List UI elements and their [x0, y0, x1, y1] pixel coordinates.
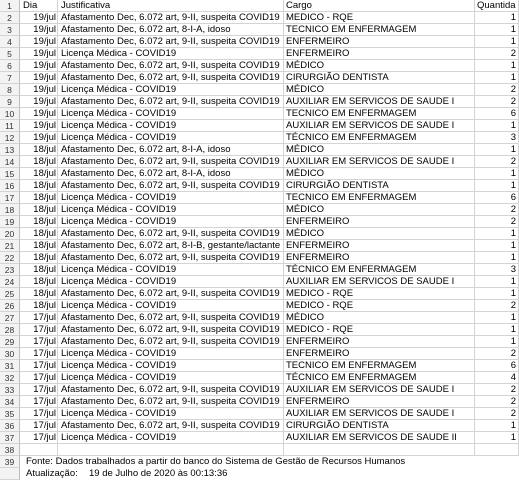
cell-cargo[interactable]: ENFERMEIRO: [284, 252, 475, 264]
empty-cell[interactable]: [20, 444, 58, 456]
cell-justificativa[interactable]: Licença Médica - COVID19: [58, 108, 284, 120]
row-number: 26: [0, 300, 20, 312]
cell-justificativa[interactable]: Afastamento Dec, 6.072 art, 9-II, suspeita COVID19: [58, 384, 284, 396]
row-number: 27: [0, 312, 20, 324]
cell-quantidade[interactable]: 1: [475, 288, 519, 300]
table-row: [0, 300, 519, 312]
row-number: 38: [0, 444, 20, 456]
cell-quantidade[interactable]: 1: [475, 144, 519, 156]
cell-justificativa[interactable]: Licença Médica - COVID19: [58, 372, 284, 384]
header-dia[interactable]: Dia: [20, 0, 58, 12]
cell-justificativa[interactable]: Licença Médica - COVID19: [58, 192, 284, 204]
row-number: 18: [0, 204, 20, 216]
cell-justificativa[interactable]: Licença Médica - COVID19: [58, 84, 284, 96]
cell-quantidade[interactable]: 6: [475, 360, 519, 372]
cell-justificativa[interactable]: Licença Médica - COVID19: [58, 276, 284, 288]
table-row: [0, 156, 519, 168]
cell-justificativa[interactable]: Licença Médica - COVID19: [58, 300, 284, 312]
table-row: [0, 408, 519, 420]
table-row: [0, 96, 519, 108]
cell-dia[interactable]: 17/jul: [20, 348, 58, 360]
row-number: 24: [0, 276, 20, 288]
table-row: [0, 312, 519, 324]
table-row: [0, 24, 519, 36]
cell-cargo[interactable]: MEDICO - RQE: [284, 12, 475, 24]
header-cargo[interactable]: Cargo: [284, 0, 475, 12]
cell-quantidade[interactable]: 2: [475, 204, 519, 216]
cell-quantidade[interactable]: 1: [475, 432, 519, 444]
cell-justificativa[interactable]: Afastamento Dec, 6.072 art, 9-II, suspeita COVID19: [58, 312, 284, 324]
row-number: 11: [0, 120, 20, 132]
row-number: 3: [0, 24, 20, 36]
table-row: [0, 360, 519, 372]
row-number: 33: [0, 384, 20, 396]
cell-quantidade[interactable]: 2: [475, 348, 519, 360]
cell-cargo[interactable]: AUXILIAR EM SERVICOS DE SAUDE I: [284, 156, 475, 168]
cell-quantidade[interactable]: 1: [475, 12, 519, 24]
cell-dia[interactable]: 18/jul: [20, 192, 58, 204]
table-row: [0, 36, 519, 48]
row-number: 25: [0, 288, 20, 300]
cell-justificativa[interactable]: Afastamento Dec, 6.072 art, 9-II, suspeita COVID19: [58, 156, 284, 168]
cell-cargo[interactable]: TÉCNICO EM ENFERMAGEM: [284, 132, 475, 144]
row-number: 36: [0, 420, 20, 432]
row-number: 2: [0, 12, 20, 24]
table-row: [0, 108, 519, 120]
cell-quantidade[interactable]: 1: [475, 60, 519, 72]
row-number: 4: [0, 36, 20, 48]
table-row: [0, 348, 519, 360]
row-number: 13: [0, 144, 20, 156]
cell-dia[interactable]: 17/jul: [20, 408, 58, 420]
cell-cargo[interactable]: MÉDICO: [284, 228, 475, 240]
row-number: 10: [0, 108, 20, 120]
row-number: [0, 468, 20, 480]
cell-dia[interactable]: 18/jul: [20, 180, 58, 192]
row-number: 21: [0, 240, 20, 252]
cell-cargo[interactable]: MÉDICO: [284, 168, 475, 180]
table-row: [0, 432, 519, 444]
cell-justificativa[interactable]: Afastamento Dec, 6.072 art, 9-II, suspeita COVID19: [58, 180, 284, 192]
cell-dia[interactable]: 18/jul: [20, 216, 58, 228]
cell-justificativa[interactable]: Afastamento Dec, 6.072 art, 8-I-A, idoso: [58, 168, 284, 180]
cell-cargo[interactable]: CIRURGIÃO DENTISTA: [284, 180, 475, 192]
row-number: 23: [0, 264, 20, 276]
cell-quantidade[interactable]: 6: [475, 108, 519, 120]
cell-dia[interactable]: 19/jul: [20, 72, 58, 84]
cell-quantidade[interactable]: 2: [475, 84, 519, 96]
row-number: 20: [0, 228, 20, 240]
cell-justificativa[interactable]: Afastamento Dec, 6.072 art, 9-II, suspeita COVID19: [58, 60, 284, 72]
cell-cargo[interactable]: MÉDICO: [284, 204, 475, 216]
cell-quantidade[interactable]: 2: [475, 96, 519, 108]
update-label: Atualização:: [26, 468, 78, 479]
cell-dia[interactable]: 19/jul: [20, 120, 58, 132]
cell-quantidade[interactable]: 1: [475, 324, 519, 336]
cell-quantidade[interactable]: 1: [475, 336, 519, 348]
row-number: 12: [0, 132, 20, 144]
cell-dia[interactable]: 19/jul: [20, 108, 58, 120]
table-row: [0, 120, 519, 132]
cell-cargo[interactable]: MÉDICO: [284, 312, 475, 324]
cell-dia[interactable]: 19/jul: [20, 96, 58, 108]
cell-dia[interactable]: 18/jul: [20, 228, 58, 240]
cell-justificativa[interactable]: Licença Médica - COVID19: [58, 48, 284, 60]
cell-dia[interactable]: 18/jul: [20, 240, 58, 252]
cell-dia[interactable]: 17/jul: [20, 312, 58, 324]
cell-quantidade[interactable]: 2: [475, 384, 519, 396]
cell-quantidade[interactable]: 1: [475, 180, 519, 192]
cell-justificativa[interactable]: Afastamento Dec, 6.072 art, 9-II, suspeita COVID19: [58, 12, 284, 24]
cell-dia[interactable]: 18/jul: [20, 276, 58, 288]
cell-cargo[interactable]: MÉDICO: [284, 84, 475, 96]
row-number: 1: [0, 0, 20, 12]
row-number: 9: [0, 96, 20, 108]
cell-dia[interactable]: 19/jul: [20, 60, 58, 72]
cell-justificativa[interactable]: Licença Médica - COVID19: [58, 132, 284, 144]
table-row: [0, 420, 519, 432]
blank-row: [0, 444, 519, 456]
cell-cargo[interactable]: ENFERMEIRO: [284, 348, 475, 360]
cell-dia[interactable]: 18/jul: [20, 300, 58, 312]
table-row: [0, 84, 519, 96]
cell-cargo[interactable]: TECNICO EM ENFERMAGEM: [284, 360, 475, 372]
empty-cell[interactable]: [475, 444, 519, 456]
row-number: 30: [0, 348, 20, 360]
cell-cargo[interactable]: ENFERMEIRO: [284, 48, 475, 60]
table-row: [0, 396, 519, 408]
row-number: 5: [0, 48, 20, 60]
cell-justificativa[interactable]: Afastamento Dec, 6.072 art, 9-II, suspeita COVID19: [58, 72, 284, 84]
cell-cargo[interactable]: TÉCNICO EM ENFERMAGEM: [284, 264, 475, 276]
cell-dia[interactable]: 17/jul: [20, 324, 58, 336]
row-number: 19: [0, 216, 20, 228]
cell-cargo[interactable]: MÉDICO: [284, 144, 475, 156]
row-number: 7: [0, 72, 20, 84]
header-justificativa[interactable]: Justificativa: [58, 0, 284, 12]
cell-quantidade[interactable]: 2: [475, 396, 519, 408]
cell-quantidade[interactable]: 2: [475, 48, 519, 60]
table-row: [0, 180, 519, 192]
cell-quantidade[interactable]: 2: [475, 300, 519, 312]
row-number: 29: [0, 336, 20, 348]
cell-justificativa[interactable]: Licença Médica - COVID19: [58, 360, 284, 372]
cell-quantidade[interactable]: 1: [475, 72, 519, 84]
cell-justificativa[interactable]: Afastamento Dec, 6.072 art, 9-II, suspeita COVID19: [58, 36, 284, 48]
cell-justificativa[interactable]: Afastamento Dec, 6.072 art, 8-I-A, idoso: [58, 144, 284, 156]
cell-quantidade[interactable]: 1: [475, 312, 519, 324]
cell-justificativa[interactable]: Afastamento Dec, 6.072 art, 9-II, suspeita COVID19: [58, 96, 284, 108]
cell-justificativa[interactable]: Licença Médica - COVID19: [58, 216, 284, 228]
header-quantidade[interactable]: Quantida: [475, 0, 519, 12]
table-row: [0, 240, 519, 252]
update-timestamp: 19 de Julho de 2020 às 00:13:36: [89, 468, 228, 479]
cell-cargo[interactable]: TÉCNICO EM ENFERMAGEM: [284, 372, 475, 384]
cell-dia[interactable]: 19/jul: [20, 48, 58, 60]
cell-cargo[interactable]: MEDICO - RQE: [284, 288, 475, 300]
cell-cargo[interactable]: AUXILIAR EM SERVICOS DE SAUDE I: [284, 384, 475, 396]
row-number: 32: [0, 372, 20, 384]
row-number: 34: [0, 396, 20, 408]
cell-dia[interactable]: 17/jul: [20, 396, 58, 408]
row-number: 39: [0, 456, 20, 468]
cell-quantidade[interactable]: 2: [475, 408, 519, 420]
cell-dia[interactable]: 18/jul: [20, 252, 58, 264]
cell-justificativa[interactable]: Licença Médica - COVID19: [58, 408, 284, 420]
cell-dia[interactable]: 17/jul: [20, 420, 58, 432]
cell-justificativa[interactable]: Afastamento Dec, 6.072 art, 9-II, suspeita COVID19: [58, 420, 284, 432]
cell-quantidade[interactable]: 1: [475, 240, 519, 252]
cell-justificativa[interactable]: Afastamento Dec, 6.072 art, 9-II, suspeita COVID19: [58, 288, 284, 300]
cell-quantidade[interactable]: 1: [475, 252, 519, 264]
cell-dia[interactable]: 18/jul: [20, 156, 58, 168]
cell-cargo[interactable]: AUXILIAR EM SERVICOS DE SAUDE II: [284, 432, 475, 444]
cell-quantidade[interactable]: 1: [475, 36, 519, 48]
cell-justificativa[interactable]: Afastamento Dec, 6.072 art, 9-II, suspeita COVID19: [58, 396, 284, 408]
table-row: [0, 372, 519, 384]
table-row: [0, 144, 519, 156]
cell-cargo[interactable]: CIRURGIÃO DENTISTA: [284, 72, 475, 84]
source-note: Fonte: Dados trabalhados a partir do banco do Sistema de Gestão de Recursos Humanos: [26, 456, 406, 467]
table-row: [0, 276, 519, 288]
table-row: [0, 288, 519, 300]
cell-cargo[interactable]: MEDICO - RQE: [284, 300, 475, 312]
cell-quantidade[interactable]: 1: [475, 120, 519, 132]
cell-dia[interactable]: 19/jul: [20, 36, 58, 48]
cell-cargo[interactable]: AUXILIAR EM SERVICOS DE SAUDE I: [284, 408, 475, 420]
row-number: 14: [0, 156, 20, 168]
cell-cargo[interactable]: ENFERMEIRO: [284, 216, 475, 228]
cell-cargo[interactable]: TECNICO EM ENFERMAGEM: [284, 24, 475, 36]
cell-justificativa[interactable]: Afastamento Dec, 6.072 art, 9-II, suspeita COVID19: [58, 228, 284, 240]
cell-dia[interactable]: 19/jul: [20, 12, 58, 24]
cell-justificativa[interactable]: Afastamento Dec, 6.072 art, 8-I-A, idoso: [58, 24, 284, 36]
cell-dia[interactable]: 19/jul: [20, 132, 58, 144]
row-number: 37: [0, 432, 20, 444]
cell-justificativa[interactable]: Licença Médica - COVID19: [58, 120, 284, 132]
cell-justificativa[interactable]: Licença Médica - COVID19: [58, 348, 284, 360]
cell-justificativa[interactable]: Afastamento Dec, 6.072 art, 9-II, suspeita COVID19: [58, 252, 284, 264]
cell-dia[interactable]: 17/jul: [20, 336, 58, 348]
cell-cargo[interactable]: AUXILIAR EM SERVICOS DE SAUDE I: [284, 96, 475, 108]
cell-cargo[interactable]: MÉDICO: [284, 60, 475, 72]
cell-justificativa[interactable]: Licença Médica - COVID19: [58, 264, 284, 276]
table-row: [0, 204, 519, 216]
cell-justificativa[interactable]: Afastamento Dec, 6.072 art, 9-II, suspeita COVID19: [58, 336, 284, 348]
cell-dia[interactable]: 18/jul: [20, 204, 58, 216]
cell-quantidade[interactable]: 4: [475, 372, 519, 384]
cell-justificativa[interactable]: Afastamento Dec, 6.072 art, 8-I-B, gestante/lactante: [58, 240, 284, 252]
row-number: 17: [0, 192, 20, 204]
cell-cargo[interactable]: CIRURGIÃO DENTISTA: [284, 420, 475, 432]
cell-cargo[interactable]: ENFERMEIRO: [284, 36, 475, 48]
row-number: 8: [0, 84, 20, 96]
footer-row-atualizacao: [0, 468, 519, 480]
cell-cargo[interactable]: MEDICO - RQE: [284, 324, 475, 336]
cell-cargo[interactable]: AUXILIAR EM SERVICOS DE SAUDE I: [284, 276, 475, 288]
cell-quantidade[interactable]: 6: [475, 192, 519, 204]
cell-justificativa[interactable]: Licença Médica - COVID19: [58, 204, 284, 216]
row-number: 16: [0, 180, 20, 192]
cell-cargo[interactable]: ENFERMEIRO: [284, 396, 475, 408]
row-number: 6: [0, 60, 20, 72]
table-row: [0, 48, 519, 60]
cell-justificativa[interactable]: Afastamento Dec, 6.072 art, 9-II, suspeita COVID19: [58, 324, 284, 336]
cell-quantidade[interactable]: 3: [475, 132, 519, 144]
row-number: 31: [0, 360, 20, 372]
cell-quantidade[interactable]: 2: [475, 216, 519, 228]
table-row: [0, 72, 519, 84]
cell-dia[interactable]: 17/jul: [20, 432, 58, 444]
empty-cell[interactable]: [284, 444, 475, 456]
header-row: [0, 0, 519, 12]
cell-cargo[interactable]: ENFERMEIRO: [284, 336, 475, 348]
table-row: [0, 216, 519, 228]
cell-cargo[interactable]: TECNICO EM ENFERMAGEM: [284, 192, 475, 204]
cell-dia[interactable]: 18/jul: [20, 168, 58, 180]
footer-row-fonte: [0, 456, 519, 468]
cell-cargo[interactable]: ENFERMEIRO: [284, 240, 475, 252]
table-row: [0, 192, 519, 204]
row-number: 15: [0, 168, 20, 180]
cell-quantidade[interactable]: 2: [475, 156, 519, 168]
table-row: [0, 336, 519, 348]
cell-dia[interactable]: 19/jul: [20, 24, 58, 36]
cell-quantidade[interactable]: 3: [475, 264, 519, 276]
table-row: [0, 132, 519, 144]
cell-dia[interactable]: 17/jul: [20, 360, 58, 372]
table-row: [0, 252, 519, 264]
row-number: 35: [0, 408, 20, 420]
table-row: [0, 384, 519, 396]
empty-cell[interactable]: [58, 444, 284, 456]
row-number: 22: [0, 252, 20, 264]
cell-quantidade[interactable]: 1: [475, 276, 519, 288]
cell-dia[interactable]: 17/jul: [20, 372, 58, 384]
row-number: 28: [0, 324, 20, 336]
table-row: [0, 168, 519, 180]
table-row: [0, 324, 519, 336]
cell-justificativa[interactable]: Licença Médica - COVID19: [58, 432, 284, 444]
cell-quantidade[interactable]: 1: [475, 228, 519, 240]
cell-cargo[interactable]: AUXILIAR EM SERVICOS DE SAUDE I: [284, 120, 475, 132]
cell-quantidade[interactable]: 1: [475, 24, 519, 36]
table-row: [0, 264, 519, 276]
cell-cargo[interactable]: TECNICO EM ENFERMAGEM: [284, 108, 475, 120]
cell-dia[interactable]: 18/jul: [20, 144, 58, 156]
table-row: [0, 60, 519, 72]
cell-dia[interactable]: 17/jul: [20, 384, 58, 396]
table-row: [0, 228, 519, 240]
cell-dia[interactable]: 18/jul: [20, 264, 58, 276]
cell-dia[interactable]: 19/jul: [20, 84, 58, 96]
table-row: [0, 12, 519, 24]
cell-dia[interactable]: 18/jul: [20, 288, 58, 300]
cell-quantidade[interactable]: 1: [475, 420, 519, 432]
cell-quantidade[interactable]: 1: [475, 168, 519, 180]
